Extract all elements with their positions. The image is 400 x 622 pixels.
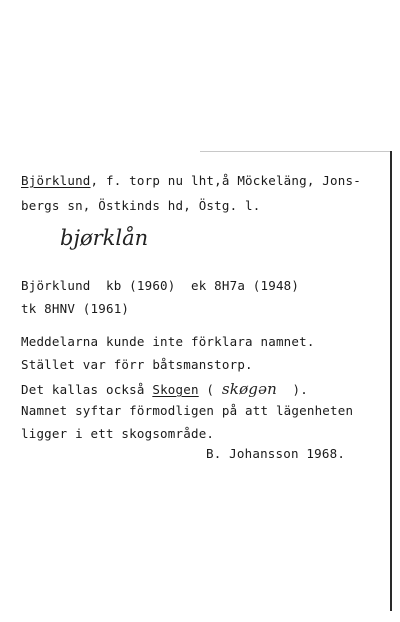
entry-line-2: bergs sn, Östkinds hd, Östg. l. [21,198,261,213]
alt-name: Skogen [152,382,199,397]
note-line-3-start: Det kallas också [21,382,153,397]
map-reference-line: Björklund kb (1960) ek 8H7a (1948) [21,278,300,293]
headword: Björklund [21,173,91,188]
card-top-edge [200,151,390,152]
map-reference-line-2: tk 8HNV (1961) [21,301,130,316]
entry-line-1 [21,173,361,188]
note-line-4: Namnet syftar förmodligen på att lägenheten [21,403,354,418]
paren-open: ( [198,382,222,397]
entry-line-1-rest: , f. torp nu lht,å Möckeläng, Jons- [90,173,361,188]
note-line-1: Meddelarna kunde inte förklara namnet. [21,334,315,349]
signature: B. Johansson 1968. [206,446,346,461]
handwritten-pronunciation: bjørklån [60,226,149,250]
note-line-3 [21,380,308,398]
note-line-5: ligger i ett skogsområde. [21,426,215,441]
note-line-2: Stället var förr båtsmanstorp. [21,357,253,372]
handwritten-alt-pronunciation: skøgən [221,380,278,398]
paren-close: ). [277,382,308,397]
card-right-edge [390,151,392,611]
